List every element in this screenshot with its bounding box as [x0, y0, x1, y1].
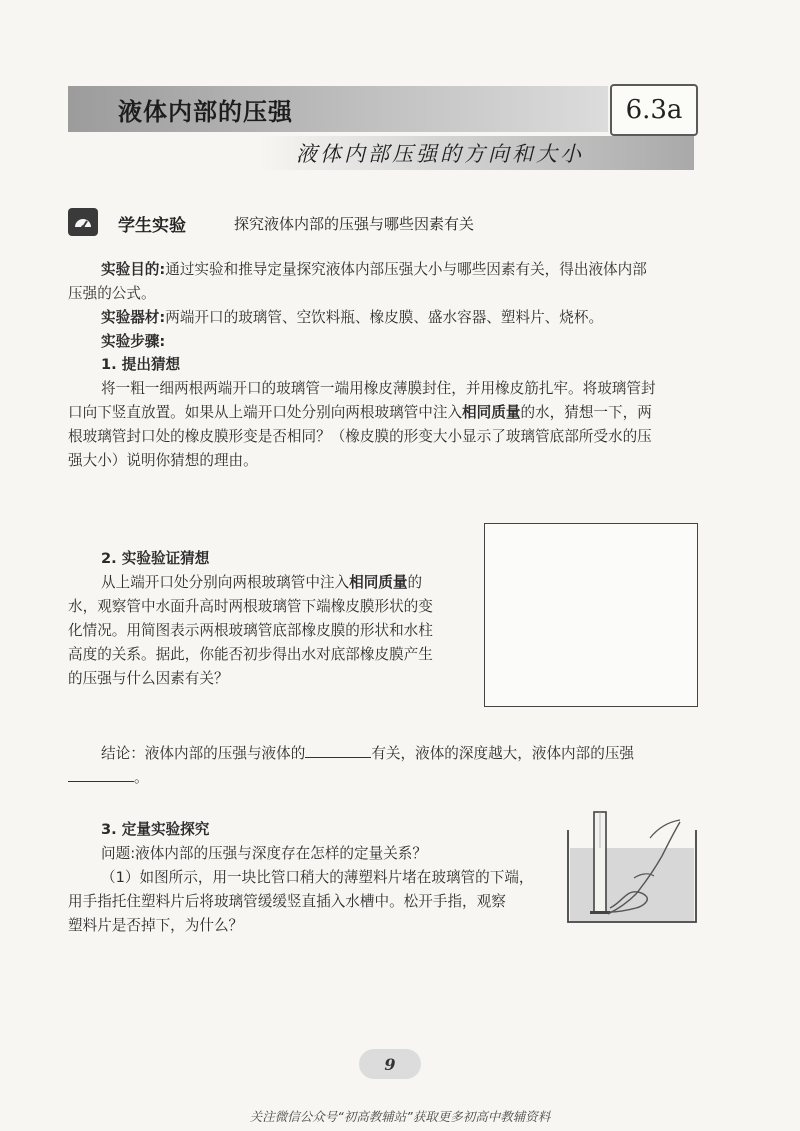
- step2-line-1c: 的: [407, 574, 423, 591]
- equipment-text: 两端开口的玻璃管、空饮料瓶、橡皮膜、盛水容器、塑料片、烧杯。: [165, 309, 604, 326]
- step2-line-2: 水，观察管中水面升高时两根玻璃管下端橡皮膜形状的变: [68, 598, 433, 615]
- equipment-line: [101, 306, 721, 330]
- step3-line-3: 塑料片是否掉下，为什么？: [68, 917, 244, 934]
- conclusion-text-c: 。: [134, 769, 149, 786]
- tube-in-water-illustration: [562, 808, 702, 926]
- page-title: 液体内部的压强: [118, 97, 293, 126]
- step3-line-2: 用手指托住塑料片后将玻璃管缓缓竖直插入水槽中。松开手指，观察: [68, 893, 506, 910]
- step2-line-3: 化情况。用简图表示两根玻璃管底部橡皮膜的形状和水柱: [68, 622, 433, 639]
- purpose-line-2: 压强的公式。: [68, 285, 156, 302]
- page-subtitle: 液体内部压强的方向和大小: [296, 142, 584, 166]
- sketch-answer-box[interactable]: [484, 523, 698, 707]
- step2-emphasis: 相同质量: [349, 574, 408, 591]
- step1-line-3: 根玻璃管封口处的橡皮膜形变是否相同？（橡皮膜的形变大小显示了玻璃管底部所受水的压: [68, 428, 652, 445]
- step1-line-2c: 的水，猜想一下，两: [520, 404, 652, 421]
- experiment-label: 学生实验: [118, 216, 186, 236]
- conclusion-line-1: [101, 741, 634, 766]
- steps-label: 实验步骤:: [101, 333, 166, 350]
- experiment-title: 探究液体内部的压强与哪些因素有关: [234, 215, 475, 233]
- step1-line-2a: 口向下竖直放置。如果从上端开口处分别向两根玻璃管中注入: [68, 404, 463, 421]
- step1-emphasis: 相同质量: [462, 404, 521, 421]
- step1-line-1: 将一粗一细两根两端开口的玻璃管一端用橡皮薄膜封住，并用橡皮筋扎牢。将玻璃管封: [101, 380, 656, 397]
- step2-line-5: 的压强与什么因素有关？: [68, 670, 229, 687]
- page-number: 9: [359, 1049, 421, 1079]
- conclusion-text-a: 结论：液体内部的压强与液体的: [101, 745, 306, 762]
- conclusion-text-b: 有关，液体的深度越大，液体内部的压强: [371, 745, 635, 762]
- step3-heading: 3. 定量实验探究: [101, 821, 210, 838]
- conclusion-blank-2[interactable]: [68, 765, 134, 782]
- footer-notice: 关注微信公众号“初高教辅站”获取更多初高中教辅资料: [249, 1109, 551, 1124]
- purpose-line-1: [101, 258, 721, 282]
- equipment-label: 实验器材:: [101, 309, 166, 326]
- purpose-text: 通过实验和推导定量探究液体内部压强大小与哪些因素有关，得出液体内部: [165, 261, 647, 278]
- step1-line-2: [68, 401, 652, 425]
- conclusion-line-2: [68, 765, 149, 790]
- purpose-label: 实验目的:: [101, 261, 166, 278]
- step2-line-1a: 从上端开口处分别向两根玻璃管中注入: [101, 574, 350, 591]
- step2-line-1: [101, 571, 422, 595]
- section-code: 6.3a: [610, 84, 698, 136]
- gauge-icon: [68, 208, 98, 236]
- step2-heading: 2. 实验验证猜想: [101, 550, 210, 567]
- step3-line-1: （1）如图所示，用一块比管口稍大的薄塑料片堵在玻璃管的下端，: [101, 869, 534, 886]
- step1-heading: 1. 提出猜想: [101, 356, 181, 373]
- step3-question: 问题:液体内部的压强与深度存在怎样的定量关系？: [101, 845, 427, 862]
- step2-line-4: 高度的关系。据此，你能否初步得出水对底部橡皮膜产生: [68, 646, 433, 663]
- conclusion-blank-1[interactable]: [305, 741, 371, 758]
- step1-line-4: 强大小）说明你猜想的理由。: [68, 452, 258, 469]
